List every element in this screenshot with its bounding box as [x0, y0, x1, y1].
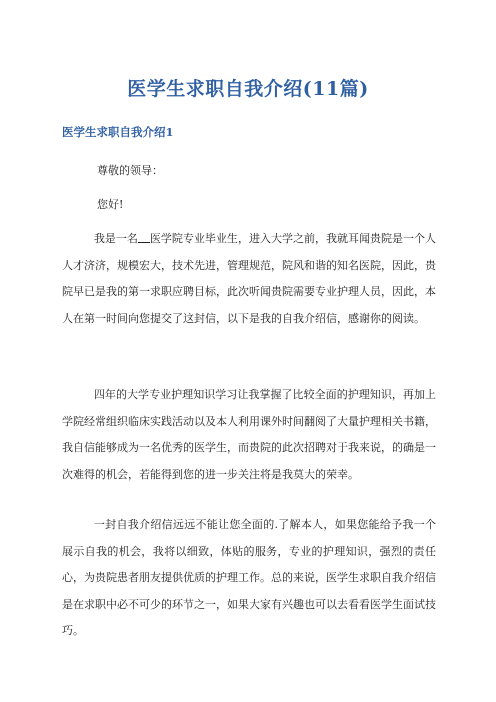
greeting: 您好!: [97, 198, 124, 211]
document-title: 医学生求职自我介绍(11篇): [127, 78, 369, 100]
paragraph-1: [62, 226, 436, 332]
paragraph-1-start: 我是一名: [93, 232, 138, 245]
name-blank: [138, 230, 150, 243]
salutation: 尊敬的领导：: [97, 164, 163, 177]
paragraph-2: 四年的大学专业护理知识学习让我掌握了比较全面的护理知识，再加上学院经常组织临床实践活动以及本人利用课外时间翻阅了大量护理相关书籍，我自信能够成为一名优秀的医学生，而贵院的此次招聘对于我来说，的确是一次难得的机会，若能得到您的进一步关注将是我莫大的荣幸。: [62, 388, 436, 481]
section-heading: 医学生求职自我介绍1: [62, 125, 174, 139]
paragraph-3: 一封自我介绍信远远不能让您全面的.了解本人，如果您能给予我一个展示自我的机会，我将以细致，体贴的服务，专业的护理知识，强烈的责任心，为贵院患者朋友提供优质的护理工作。总的来说，医学生求职自我介绍信是在求职中必不可少的环节之一，如果大家有兴趣也可以去看看医学生面试技巧。: [62, 518, 436, 638]
paragraph-1-rest: 医学院专业毕业生，进入大学之前，我就耳闻贵院是一个人人才济济，规模宏大，技术先进，管理规范，院风和谐的知名医院，因此，贵院早已是我的第一求职应聘目标，此次听闻贵院需要专业护理人员，因此，本人在第一时间向您提交了这封信，以下是我的自我介绍信，感谢你的阅读。: [62, 232, 436, 325]
